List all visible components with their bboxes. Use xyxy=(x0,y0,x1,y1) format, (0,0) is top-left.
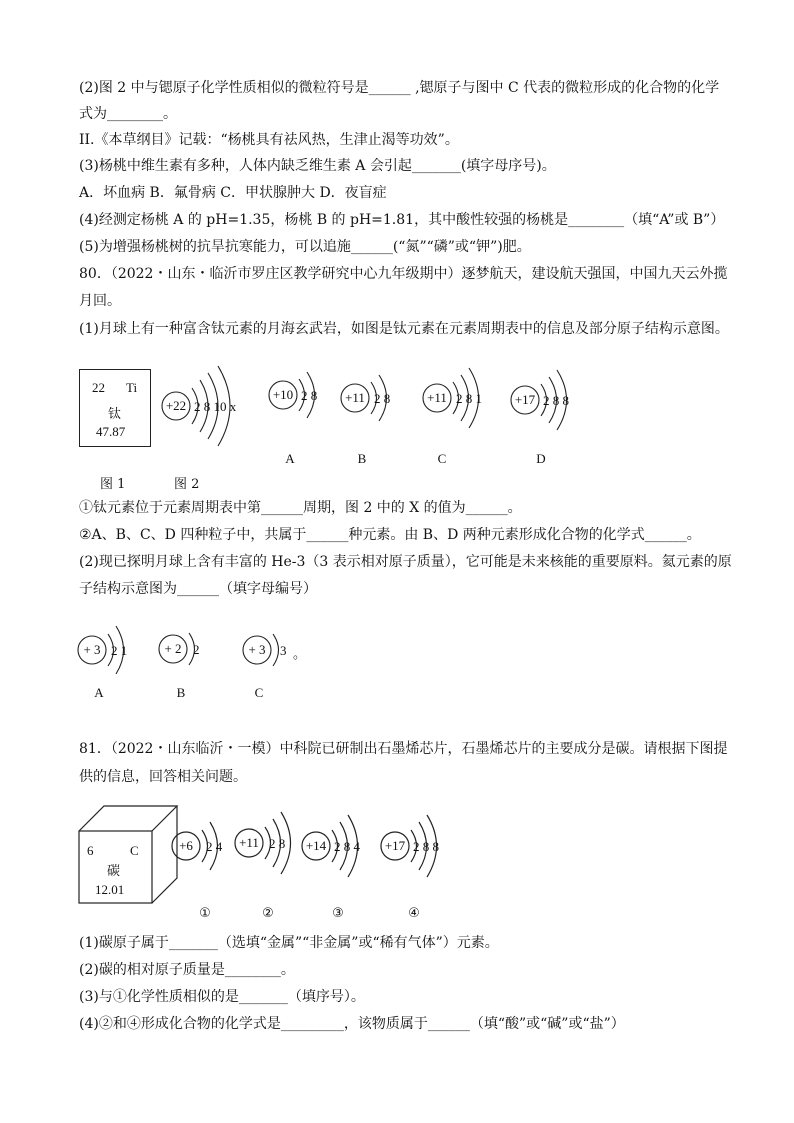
electron-shells: 2 8 xyxy=(269,836,286,851)
text-line: (1)月球上有一种富含钛元素的月海玄武岩，如图是钛元素在元素周期表中的信息及部分原子结构示意图。 xyxy=(79,321,729,337)
diagram-stroke xyxy=(371,382,377,414)
atom-label: ③ xyxy=(332,906,344,921)
diagram-stroke xyxy=(273,634,279,666)
trailing-period: 。 xyxy=(293,646,307,661)
diagram-stroke xyxy=(192,388,198,424)
diagram-stroke xyxy=(469,368,479,428)
nucleus-b xyxy=(341,384,369,412)
nucleus-option-b xyxy=(159,635,187,663)
electron-shells: 2 1 xyxy=(111,643,128,658)
electron-shells: 2 8 8 xyxy=(543,393,569,408)
figure-1-caption: 图 1 xyxy=(100,477,126,492)
diagram-stroke xyxy=(427,815,437,877)
diagram-stroke xyxy=(281,812,291,874)
electron-shells: 2 8 10 x xyxy=(194,399,237,414)
element-name: 碳 xyxy=(107,864,121,879)
nucleus-d xyxy=(511,386,539,414)
nucleus-charge: +6 xyxy=(179,838,193,853)
atomic-mass: 12.01 xyxy=(95,882,125,897)
option-label: A xyxy=(94,685,104,700)
text-line: 式为________。 xyxy=(79,106,177,122)
figure-2-caption: 图 2 xyxy=(174,477,200,492)
text-line: (2)图 2 中与锶原子化学性质相似的微粒符号是______ ,锶原子与图中 C 代表的微粒形成的化合物的化学 xyxy=(79,80,720,96)
nucleus-charge: +22 xyxy=(165,398,187,413)
question-81-heading: 81．（2022・山东临沂・一模）中科院已研制出石墨烯芯片，石墨烯芯片的主要成分是碳。请根据下图提 xyxy=(79,741,728,757)
atom-label: B xyxy=(357,451,367,466)
carbon-cube-front xyxy=(79,831,152,903)
diagram-stroke xyxy=(332,830,338,862)
nucleus-charge: + 3 xyxy=(83,642,101,657)
element-symbol: Ti xyxy=(126,380,138,395)
text-line: 子结构示意图为______（填字母编号） xyxy=(79,581,317,597)
atom-label: ② xyxy=(262,906,274,921)
text-line: (4)②和④形成化合物的化学式是_________，该物质属于______（填“酸”或“碱”或“盐”） xyxy=(79,1016,625,1032)
diagram-stroke xyxy=(273,819,281,867)
diagram-stroke xyxy=(108,634,114,666)
text-line: ①钛元素位于元素周期表中第______周期，图 2 中的 X 的值为______。 xyxy=(79,500,522,516)
text-line: 月回。 xyxy=(79,293,121,309)
diagram-stroke xyxy=(340,822,348,870)
electron-shells: 2 8 xyxy=(301,388,318,403)
diagram-stroke xyxy=(557,370,567,430)
text-line: (4)经测定杨桃 A 的 pH=1.35，杨桃 B 的 pH=1.81，其中酸性较强的杨桃是________（填“A”或 B”） xyxy=(79,212,725,228)
option-label: C xyxy=(254,685,264,700)
diagram-stroke xyxy=(210,822,218,870)
nucleus-charge: +10 xyxy=(272,387,294,402)
atom-label: A xyxy=(285,451,295,466)
element-symbol: C xyxy=(130,843,139,858)
atom-label: ④ xyxy=(408,906,420,921)
nucleus-charge: + 3 xyxy=(248,642,266,657)
nucleus-option-c xyxy=(243,636,271,664)
nucleus-option-a xyxy=(78,636,106,664)
atom-label: ① xyxy=(199,906,211,921)
electron-shells: 2 xyxy=(193,642,200,657)
diagram-stroke xyxy=(461,375,469,421)
text-line: (3)杨桃中维生素有多种，人体内缺乏维生素 A 会引起_______(填字母序号)。 xyxy=(79,158,556,174)
atom-label: C xyxy=(437,451,447,466)
text-line: (2)现已探明月球上含有丰富的 He-3（3 表示相对原子质量），它可能是未来核能的重要原料。氦元素的原 xyxy=(79,554,732,570)
nucleus-charge: +14 xyxy=(305,838,327,853)
diagram-stroke xyxy=(549,377,557,423)
nucleus-c xyxy=(423,384,451,412)
nucleus-charge: +17 xyxy=(514,392,536,407)
diagram-stroke xyxy=(152,806,177,903)
text-line: (5)为增强杨桃树的抗旱抗寒能力，可以追施______(“氮”“磷”或“钾”)肥。 xyxy=(79,239,531,255)
atomic-mass: 47.87 xyxy=(96,424,126,439)
diagram-stroke xyxy=(379,375,387,421)
text-line: (2)碳的相对原子质量是________。 xyxy=(79,962,295,978)
diagram-stroke xyxy=(453,382,459,414)
text-line: A．坏血病 B．氟骨病 C．甲状腺肿大 D．夜盲症 xyxy=(79,185,387,201)
nucleus-1 xyxy=(172,832,200,860)
diagram-stroke xyxy=(307,372,315,418)
nucleus-charge: +11 xyxy=(239,835,259,850)
electron-shells: 2 8 xyxy=(374,391,391,406)
diagram-stroke xyxy=(348,815,358,877)
diagram-stroke xyxy=(419,822,427,870)
electron-shells: 2 8 4 xyxy=(334,839,360,854)
diagram-stroke xyxy=(79,806,177,831)
diagram-stroke xyxy=(218,366,230,446)
atom-label: D xyxy=(536,451,546,466)
text-line: (3)与①化学性质相似的是_______（填序号）。 xyxy=(79,989,365,1005)
option-label: B xyxy=(176,685,186,700)
diagram-stroke xyxy=(189,633,195,665)
diagram-stroke xyxy=(299,379,305,411)
electron-shells: 3 xyxy=(280,643,287,658)
electron-shells: 2 8 8 xyxy=(413,839,439,854)
electron-shells: 2 8 1 xyxy=(456,391,482,406)
electron-shells: 2 4 xyxy=(206,839,223,854)
element-name: 钛 xyxy=(108,407,122,422)
atomic-number: 22 xyxy=(92,380,105,395)
diagram-stroke xyxy=(411,830,417,862)
nucleus-charge: + 2 xyxy=(164,641,182,656)
diagram-stroke xyxy=(202,830,208,862)
nucleus-4 xyxy=(381,832,409,860)
question-80-heading: 80．（2022・山东・临沂市罗庄区教学研究中心九年级期中）逐梦航天，建设航天强国，中国九天云外揽 xyxy=(79,266,728,282)
atomic-number: 6 xyxy=(87,843,94,858)
element-card-titanium xyxy=(79,369,151,447)
nucleus-2 xyxy=(235,829,263,857)
nucleus-charge: +17 xyxy=(384,838,406,853)
diagram-stroke xyxy=(208,373,218,439)
diagram-stroke xyxy=(200,380,208,432)
diagram-stroke xyxy=(116,626,124,674)
diagram-stroke xyxy=(541,384,547,416)
nucleus-3 xyxy=(302,832,330,860)
text-line: 供的信息，回答相关问题。 xyxy=(79,769,247,785)
text-line: (1)碳原子属于_______（选填“金属”“非金属”或“稀有气体”）元素。 xyxy=(79,935,499,951)
nucleus-a xyxy=(269,381,297,409)
text-line: II.《本草纲目》记载：“杨桃具有祛风热，生津止渴等功效”。 xyxy=(79,132,459,148)
nucleus-ti xyxy=(162,392,190,420)
diagram-stroke xyxy=(265,827,271,859)
nucleus-charge: +11 xyxy=(427,390,447,405)
nucleus-charge: +11 xyxy=(345,390,365,405)
text-line: ②A、B、C、D 四种粒子中，共属于______种元素。由 B、D 两种元素形成化合物的化学式______。 xyxy=(79,527,701,543)
